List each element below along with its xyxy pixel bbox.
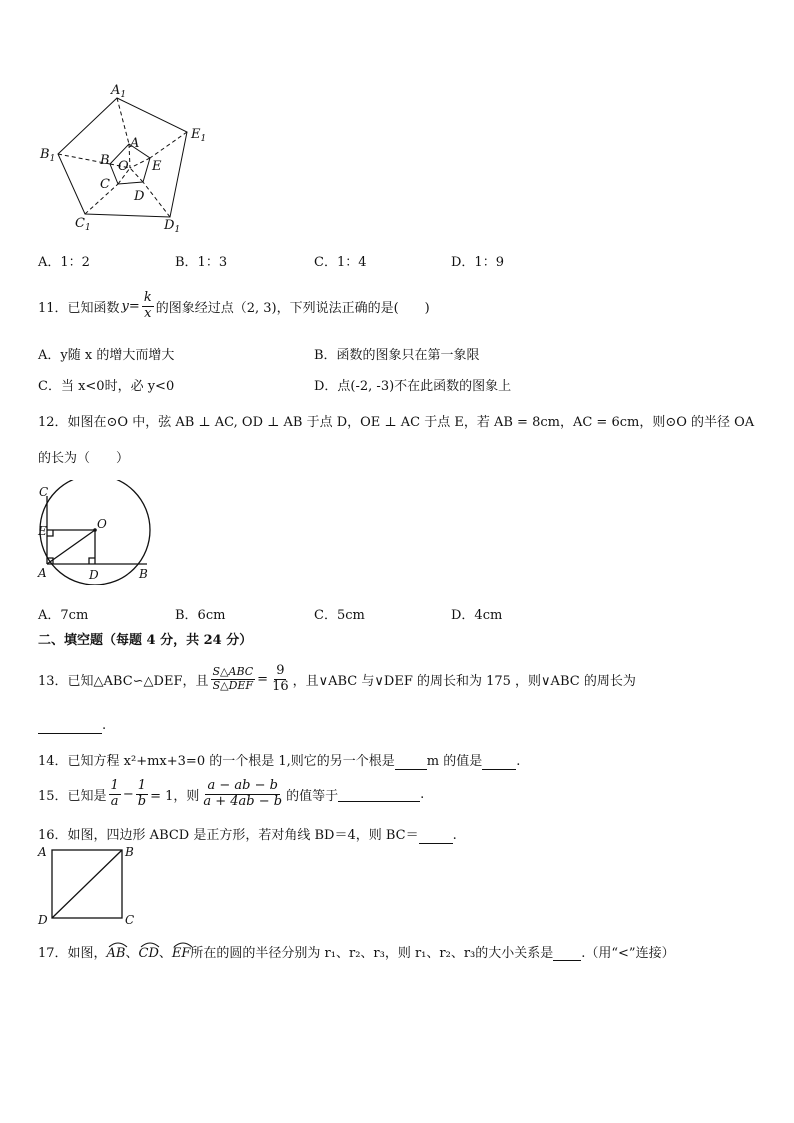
q15-fraction-1b: $\frac{1}{b}$	[137, 778, 147, 809]
q12-option-d[interactable]: D．4cm	[451, 608, 503, 623]
q15-end: .	[420, 786, 425, 802]
q11-prefix: 11．已知函数	[38, 300, 120, 316]
label-E: E	[152, 159, 162, 174]
q17-sep1: 、	[125, 946, 139, 961]
label-a: A	[38, 845, 47, 859]
q10-option-a[interactable]: A．1：2	[38, 255, 90, 270]
label-e: E	[38, 524, 47, 538]
label-E1: $E_1$	[191, 127, 207, 144]
q11-option-a[interactable]: A．y随 x 的增大而增大	[38, 348, 175, 363]
q13-answer-blank[interactable]	[38, 718, 102, 734]
q17-arc-cd: CD	[139, 946, 159, 961]
q11-suffix: 的图象经过点（2, 3)，下列说法正确的是( )	[155, 300, 430, 316]
q10-pentagon-figure	[30, 80, 220, 240]
q15-answer-blank[interactable]	[338, 786, 420, 802]
q15-fraction-expr: $\frac{a - ab - b}{a + 4ab - b}$	[203, 778, 283, 809]
label-D: D	[134, 189, 145, 204]
q10-option-c[interactable]: C．1：4	[314, 255, 367, 270]
q17-prefix: 17．如图，	[38, 946, 107, 961]
q11-func-y: y	[121, 298, 129, 314]
q13-area-fraction: $\frac{\text{S△ABC}}{\text{S△DEF}}$	[212, 665, 254, 692]
label-O: O	[118, 159, 129, 174]
label-b: B	[125, 845, 134, 859]
label-B1: $B_1$	[40, 147, 56, 164]
q11-stem	[38, 286, 430, 326]
q11-option-d[interactable]: D．点(-2, -3)不在此函数的图象上	[314, 379, 512, 394]
arc-ef-icon	[172, 940, 194, 948]
q14-blank-m[interactable]	[482, 754, 516, 770]
label-A1: $A_1$	[111, 83, 127, 100]
q12-options	[38, 604, 638, 622]
label-a: A	[38, 566, 47, 580]
q13-ratio-fraction: $\frac{9}{16}$	[272, 663, 289, 694]
q12-option-a[interactable]: A．7cm	[38, 608, 89, 623]
q16-answer-blank[interactable]	[419, 828, 453, 844]
q12-circle-figure	[35, 480, 160, 585]
q14-stem: 14．已知方程 x²+mx+3=0 的一个根是 1,则它的另一个根是 m 的值是 .	[38, 754, 521, 769]
q15-prefix: 15．已知是	[38, 788, 107, 804]
outer-pentagon	[58, 98, 187, 217]
q11-eq: =	[128, 298, 140, 314]
q13-prefix: 13．已知△ABC∽△DEF，且	[38, 673, 209, 689]
q10-option-d[interactable]: D．1：9	[451, 255, 504, 270]
label-C1: $C_1$	[75, 216, 91, 233]
q17-answer-blank[interactable]	[553, 945, 581, 961]
q12-option-b[interactable]: B．6cm	[175, 608, 226, 623]
q17-suffix: .（用“<”连接）	[581, 946, 675, 961]
q17-arc-ef: EF	[172, 946, 191, 961]
q10-option-b[interactable]: B．1：3	[175, 255, 228, 270]
q11-option-b[interactable]: B．函数的图象只在第一象限	[314, 348, 480, 363]
q15-eq: = 1，则	[150, 788, 200, 804]
q11-option-c[interactable]: C．当 x<0时，必 y<0	[38, 379, 175, 394]
segment-oa	[47, 530, 95, 564]
diagonal-bd	[52, 850, 122, 918]
q11-fraction: $\frac{k}{x}$	[143, 290, 152, 321]
section-heading-fill-in: 二、填空题（每题 4 分，共 24 分）	[38, 633, 253, 648]
label-C: C	[100, 177, 110, 192]
q17-sep2: 、	[158, 946, 172, 961]
label-D1: $D_1$	[164, 218, 181, 235]
q16-stem: 16．如图，四边形 ABCD 是正方形，若对角线 BD＝4，则 BC＝ .	[38, 828, 457, 843]
arc-ab-icon	[107, 940, 129, 948]
label-o: O	[97, 517, 107, 531]
q15-suffix: 的值等于	[286, 788, 339, 804]
q17-arc-ab: AB	[107, 946, 126, 961]
q13-suffix: ，且∨ABC 与∨DEF 的周长和为 175 ，则∨ABC 的周长为	[292, 673, 636, 689]
q17-text: 所在的圆的半径分别为 r₁、r₂、r₃，则 r₁、r₂、r₃的大小关系是	[190, 946, 554, 961]
q15-fraction-1a: $\frac{1}{a}$	[110, 778, 119, 809]
q12-stem-line2: 的长为（ ）	[38, 451, 130, 466]
label-c: C	[39, 485, 49, 499]
label-b: B	[139, 567, 148, 581]
q13-eq: =	[257, 671, 269, 687]
label-B: B	[100, 153, 110, 168]
label-A: A	[130, 136, 140, 151]
arc-cd-icon	[139, 940, 161, 948]
label-d: D	[38, 913, 48, 927]
label-d: D	[89, 568, 99, 582]
q17-stem	[38, 942, 675, 961]
label-c: C	[125, 913, 135, 927]
q15-stem	[38, 772, 424, 816]
q12-stem-line1: 12．如图在⊙O 中，弦 AB ⊥ AC, OD ⊥ AB 于点 D，OE ⊥ AC 于点 E，若 AB = 8cm，AC = 6cm，则⊙O 的半径 OA	[38, 415, 755, 430]
q13-stem	[38, 657, 636, 701]
q13-answer-line: .	[38, 718, 106, 734]
q14-blank-root[interactable]	[395, 754, 427, 770]
q16-square-figure	[34, 842, 144, 928]
q15-minus: −	[122, 786, 134, 802]
q12-option-c[interactable]: C．5cm	[314, 608, 365, 623]
q10-options	[38, 251, 638, 269]
